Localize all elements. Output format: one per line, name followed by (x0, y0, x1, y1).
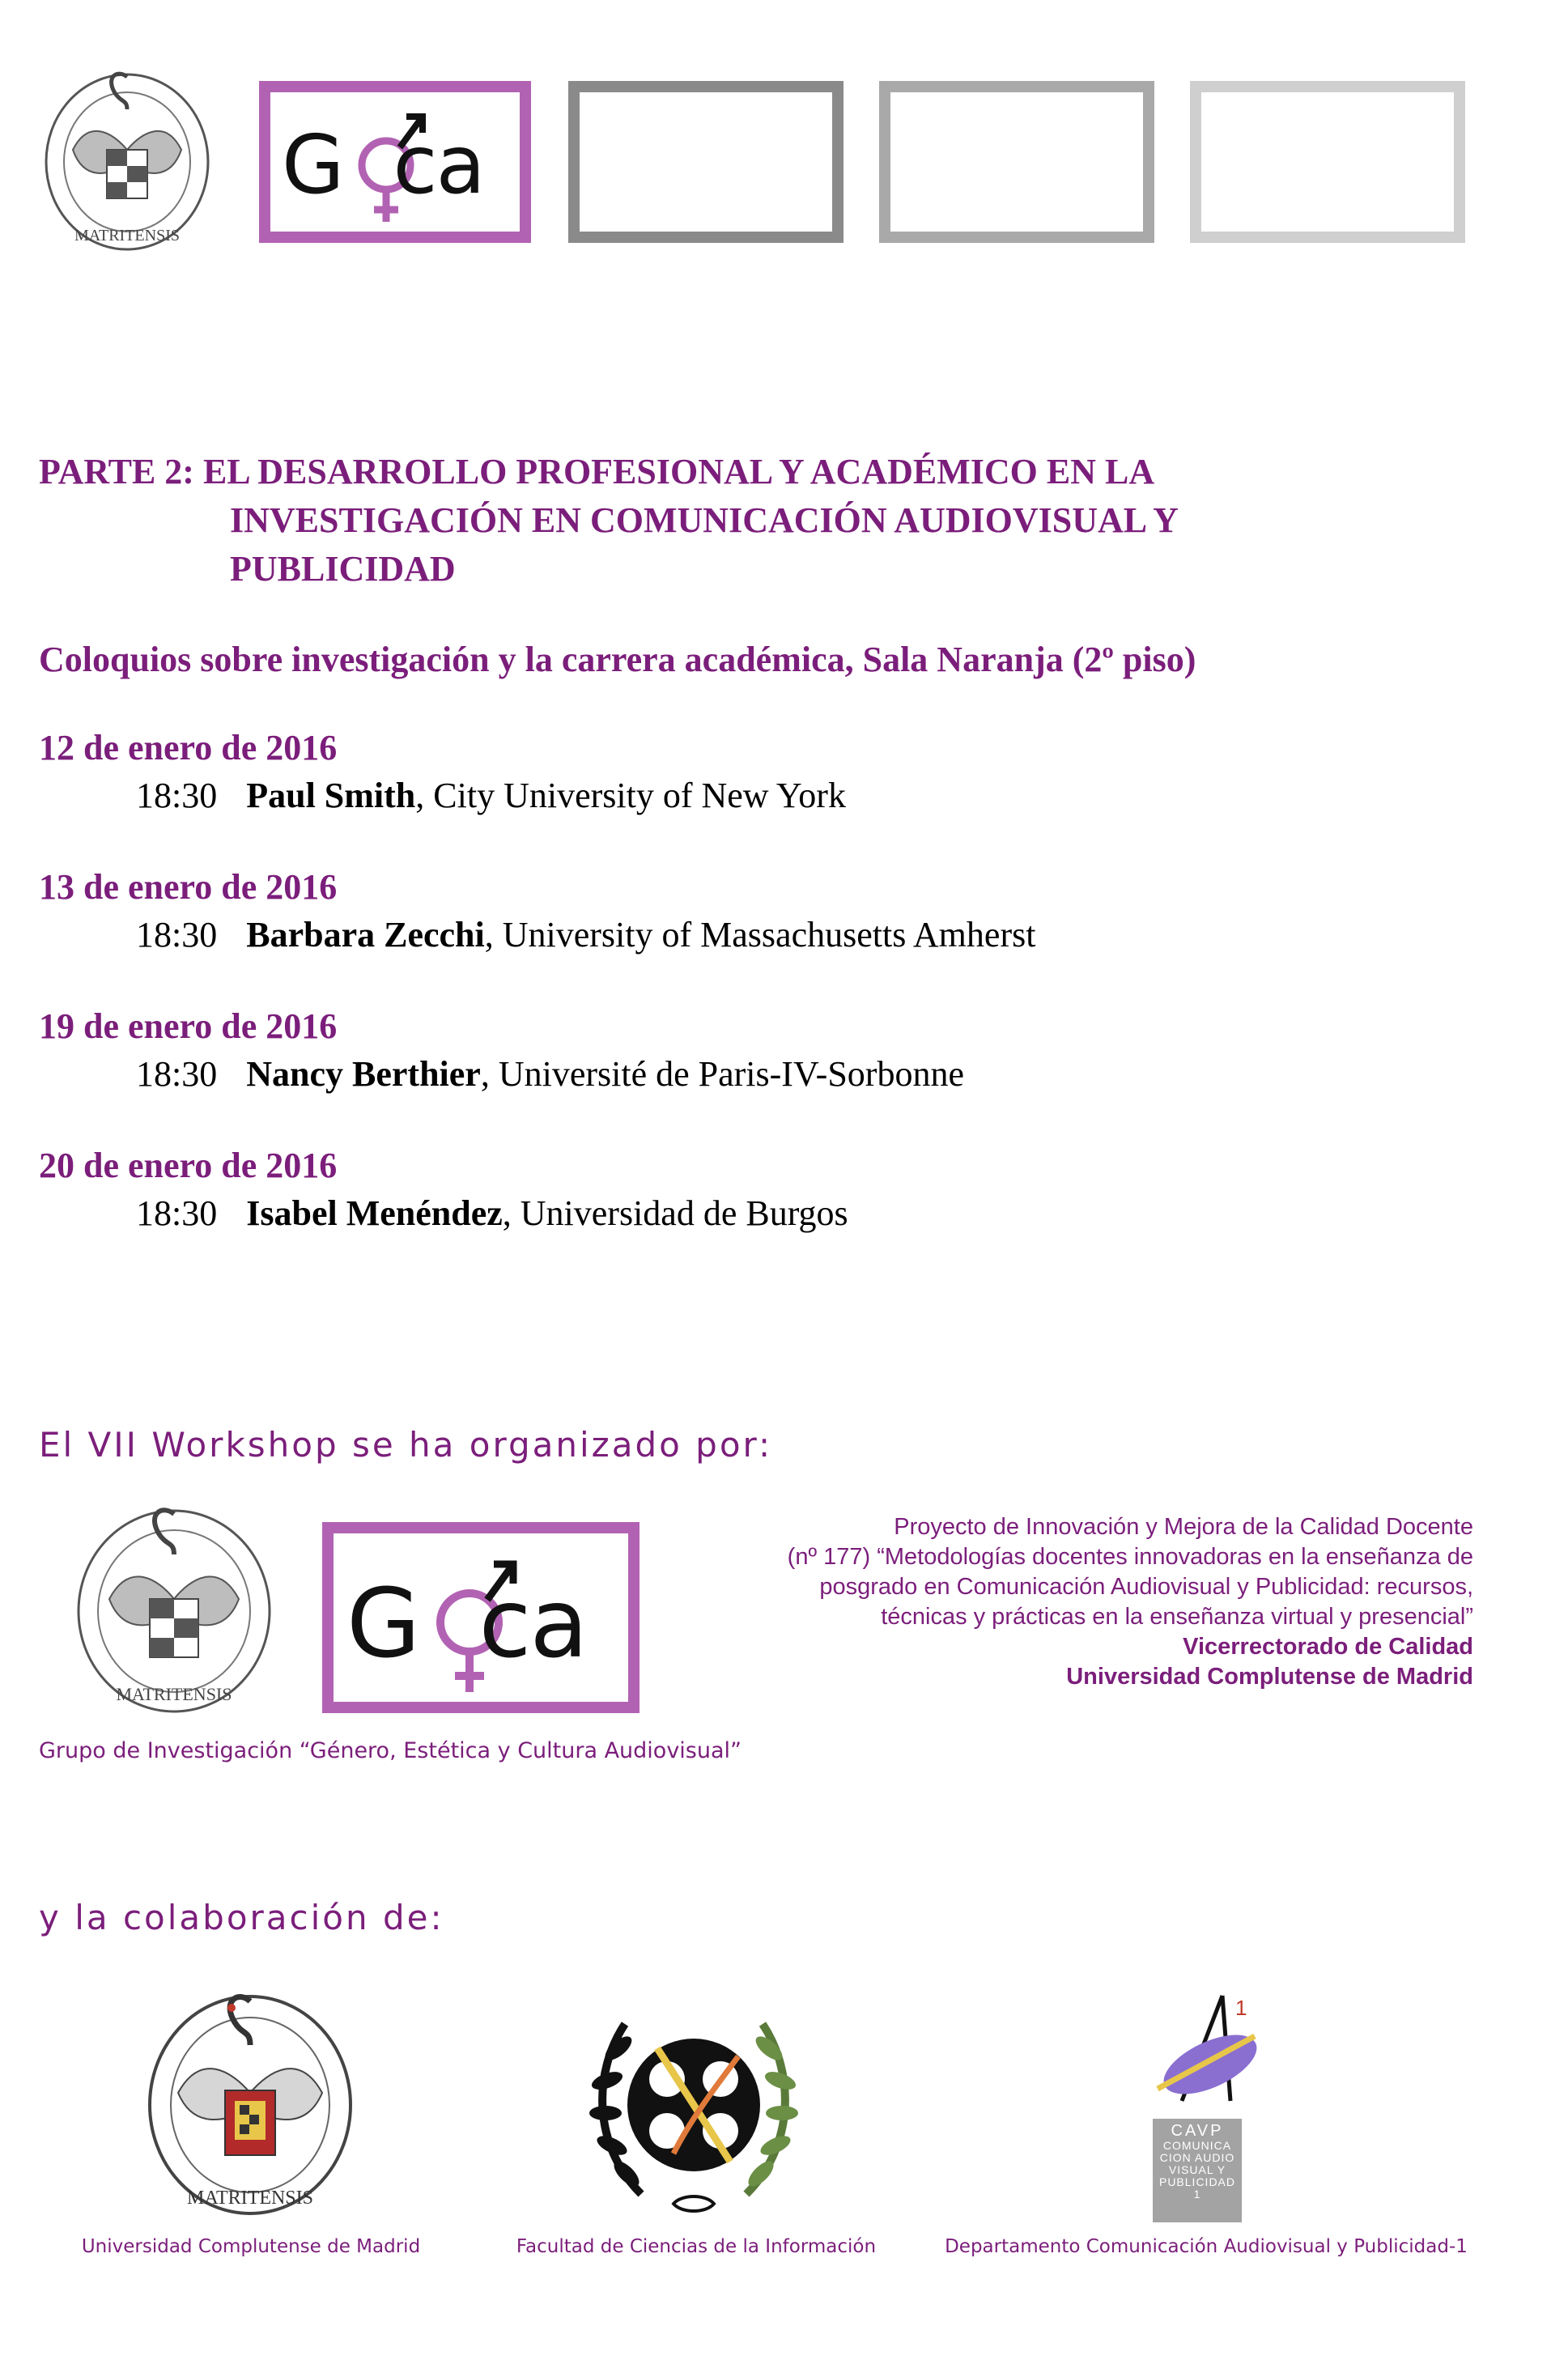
speaker-name: Barbara Zecchi (246, 915, 485, 955)
colloquia-title: Coloquios sobre investigación y la carrera académica, Sala Naranja (2º piso) (39, 640, 1196, 679)
ucm-seal-logo (40, 61, 215, 255)
svg-text:MATRITENSIS: MATRITENSIS (186, 2188, 314, 2209)
footer-caption-facultad: Facultad de Ciencias de la Información (516, 2236, 877, 2257)
session-time: 18:30 (136, 1054, 218, 1094)
session-talk (136, 775, 846, 816)
svg-text:MATRITENSIS: MATRITENSIS (116, 1684, 232, 1704)
geca-logo (259, 81, 531, 243)
session-time: 18:30 (136, 915, 218, 955)
geca-letters: G ca (346, 1567, 587, 1679)
part-title-line-2: INVESTIGACIÓN EN COMUNICACIÓN AUDIOVISUAL Y (230, 500, 1179, 540)
speaker-name: Paul Smith (246, 776, 416, 815)
vicerrectorado-label: Vicerrectorado de Calidad (1183, 1634, 1473, 1660)
geca-letters: G ca (282, 117, 484, 212)
project-line: posgrado en Comunicación Audiovisual y Publicidad: recursos, (819, 1574, 1473, 1600)
svg-text:1: 1 (1235, 1996, 1247, 2020)
cavp-label-block (1153, 2119, 1242, 2222)
project-line: técnicas y prácticas en la enseñanza virtual y presencial” (881, 1604, 1473, 1630)
session-date: 13 de enero de 2016 (39, 867, 338, 907)
svg-text:MATRITENSIS: MATRITENSIS (74, 227, 181, 245)
session-talk (136, 914, 1035, 955)
speaker-name: Nancy Berthier (246, 1054, 481, 1094)
project-description (680, 1512, 1473, 1692)
speaker-affiliation: , City University of New York (415, 776, 846, 815)
speaker-affiliation: , Université de Paris-IV-Sorbonne (480, 1054, 964, 1094)
header-frame-1 (568, 81, 843, 243)
footer-caption-department: Departamento Comunicación Audiovisual y Publicidad-1 (945, 2236, 1468, 2257)
ucm-seal-logo-organizer (73, 1498, 275, 1716)
session-time: 18:30 (136, 776, 218, 815)
session-talk (136, 1193, 848, 1234)
university-label: Universidad Complutense de Madrid (1066, 1664, 1473, 1690)
cavp-department-logo (1133, 1988, 1271, 2230)
part-title-line-3: PUBLICIDAD (230, 549, 456, 589)
speaker-affiliation: , University of Massachusetts Amherst (484, 915, 1036, 955)
cavp-line: 1 (1193, 2188, 1201, 2201)
ucm-color-seal-logo (144, 1984, 356, 2218)
group-caption: Grupo de Investigación “Género, Estética y Cultura Audiovisual” (39, 1738, 742, 1763)
footer-caption-ucm: Universidad Complutense de Madrid (81, 2236, 421, 2257)
session-date: 20 de enero de 2016 (39, 1146, 338, 1185)
part-title-line-1: PARTE 2: EL DESARROLLO PROFESIONAL Y ACADÉMICO EN LA (39, 452, 1155, 491)
cavp-line: VISUAL Y (1168, 2163, 1226, 2176)
project-line: (nº 177) “Metodologías docentes innovadoras en la enseñanza de (787, 1544, 1473, 1570)
cavp-line: PUBLICIDAD (1158, 2175, 1236, 2188)
cavp-line: CAVP (1171, 2122, 1224, 2140)
session-date: 19 de enero de 2016 (39, 1006, 338, 1046)
organizers-heading: El VII Workshop se ha organizado por: (39, 1425, 773, 1465)
session-time: 18:30 (136, 1193, 218, 1233)
speaker-name: Isabel Menéndez (246, 1193, 503, 1233)
header-frame-3 (1190, 81, 1465, 243)
session-date: 12 de enero de 2016 (39, 728, 338, 768)
header-frame-2 (879, 81, 1154, 243)
cavp-line: COMUNICA (1162, 2139, 1232, 2152)
geca-logo-organizer (322, 1522, 640, 1713)
collaboration-heading: y la colaboración de: (39, 1898, 444, 1937)
session-talk (136, 1053, 964, 1095)
cavp-line: CION AUDIO (1159, 2151, 1235, 2164)
speaker-affiliation: , Universidad de Burgos (502, 1193, 848, 1233)
project-line: Proyecto de Innovación y Mejora de la Calidad Docente (894, 1514, 1473, 1540)
facultad-emblem-logo (576, 1992, 811, 2235)
